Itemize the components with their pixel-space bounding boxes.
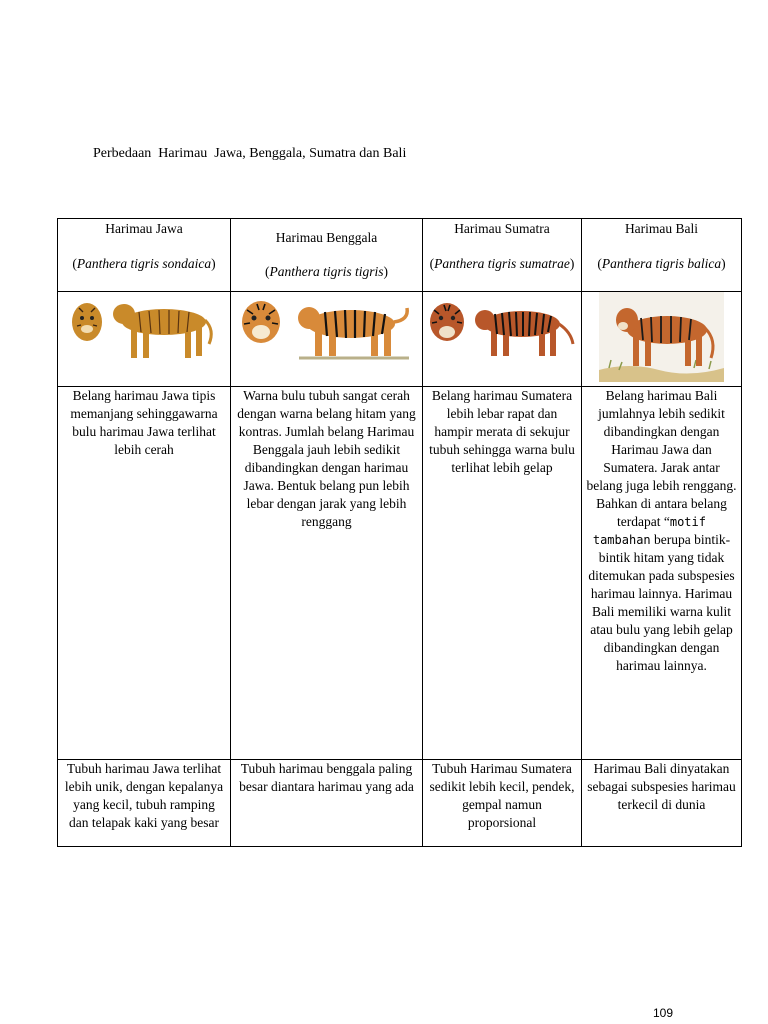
page-number: 109 bbox=[653, 1006, 674, 1020]
bengal-tiger-image bbox=[239, 292, 414, 364]
description-cell-sumatra: Belang harimau Sumatera lebih lebar rapat dan hampir merata di sekujur tubuh sehingga warna bulu terlihat lebih gelap bbox=[423, 387, 582, 760]
scientific-name: (Panthera tigris balica) bbox=[597, 256, 726, 271]
scientific-name: (Panthera tigris sondaica) bbox=[72, 256, 216, 271]
image-cell-bali bbox=[582, 292, 742, 387]
document-title: Perbedaan Harimau Jawa, Benggala, Sumatra dan Bali bbox=[93, 146, 407, 161]
body-cell-bali: Harimau Bali dinyatakan sebagai subspesies harimau terkecil di dunia bbox=[582, 760, 742, 847]
header-name: Harimau Benggala bbox=[275, 230, 378, 245]
body-size-row bbox=[58, 760, 742, 847]
description-row bbox=[58, 387, 742, 760]
description-cell-bali: Belang harimau Bali jumlahnya lebih sedikit dibandingkan dengan Harimau Jawa dan Sumatera. Jarak antar belang juga lebih renggang. Bahkan di antara belang terdapat “motif tambahan berupa bintik-bintik hitam yang tidak ditemukan pada subspesies harimau lainnya. Harimau Bali memiliki warna kulit atau bulu yang lebih gelap dibandingkan dengan harimau lainnya. bbox=[582, 387, 742, 760]
header-name: Harimau Sumatra bbox=[454, 221, 550, 236]
header-name: Harimau Jawa bbox=[105, 221, 183, 236]
sumatran-tiger-image bbox=[427, 292, 577, 364]
header-cell-jawa bbox=[58, 219, 231, 292]
header-row bbox=[58, 219, 742, 292]
description-cell-benggala: Warna bulu tubuh sangat cerah dengan warna belang hitam yang kontras. Jumlah belang Harimau Benggala jauh lebih sedikit dibandingkan dengan harimau Jawa. Bentuk belang pun lebih lebar dengan jarak yang lebih renggang bbox=[231, 387, 423, 760]
image-cell-sumatra bbox=[423, 292, 582, 387]
comparison-table bbox=[57, 218, 742, 847]
scientific-name: (Panthera tigris sumatrae) bbox=[429, 256, 575, 271]
body-cell-jawa: Tubuh harimau Jawa terlihat lebih unik, dengan kepalanya yang kecil, tubuh ramping dan telapak kaki yang besar bbox=[58, 760, 231, 847]
header-name: Harimau Bali bbox=[624, 221, 699, 236]
header-cell-benggala bbox=[231, 219, 423, 292]
header-cell-bali bbox=[582, 219, 742, 292]
header-cell-sumatra bbox=[423, 219, 582, 292]
body-cell-benggala: Tubuh harimau benggala paling besar diantara harimau yang ada bbox=[231, 760, 423, 847]
bali-tiger-image bbox=[599, 292, 724, 382]
scientific-name: (Panthera tigris tigris) bbox=[264, 264, 388, 279]
motif-tambahan-text: motif tambahan bbox=[592, 515, 706, 547]
javan-tiger-image bbox=[69, 292, 219, 364]
image-cell-jawa bbox=[58, 292, 231, 387]
image-row bbox=[58, 292, 742, 387]
image-cell-benggala bbox=[231, 292, 423, 387]
body-cell-sumatra: Tubuh Harimau Sumatera sedikit lebih kecil, pendek, gempal namun proporsional bbox=[423, 760, 582, 847]
description-cell-jawa: Belang harimau Jawa tipis memanjang sehinggawarna bulu harimau Jawa terlihat lebih cerah bbox=[58, 387, 231, 760]
